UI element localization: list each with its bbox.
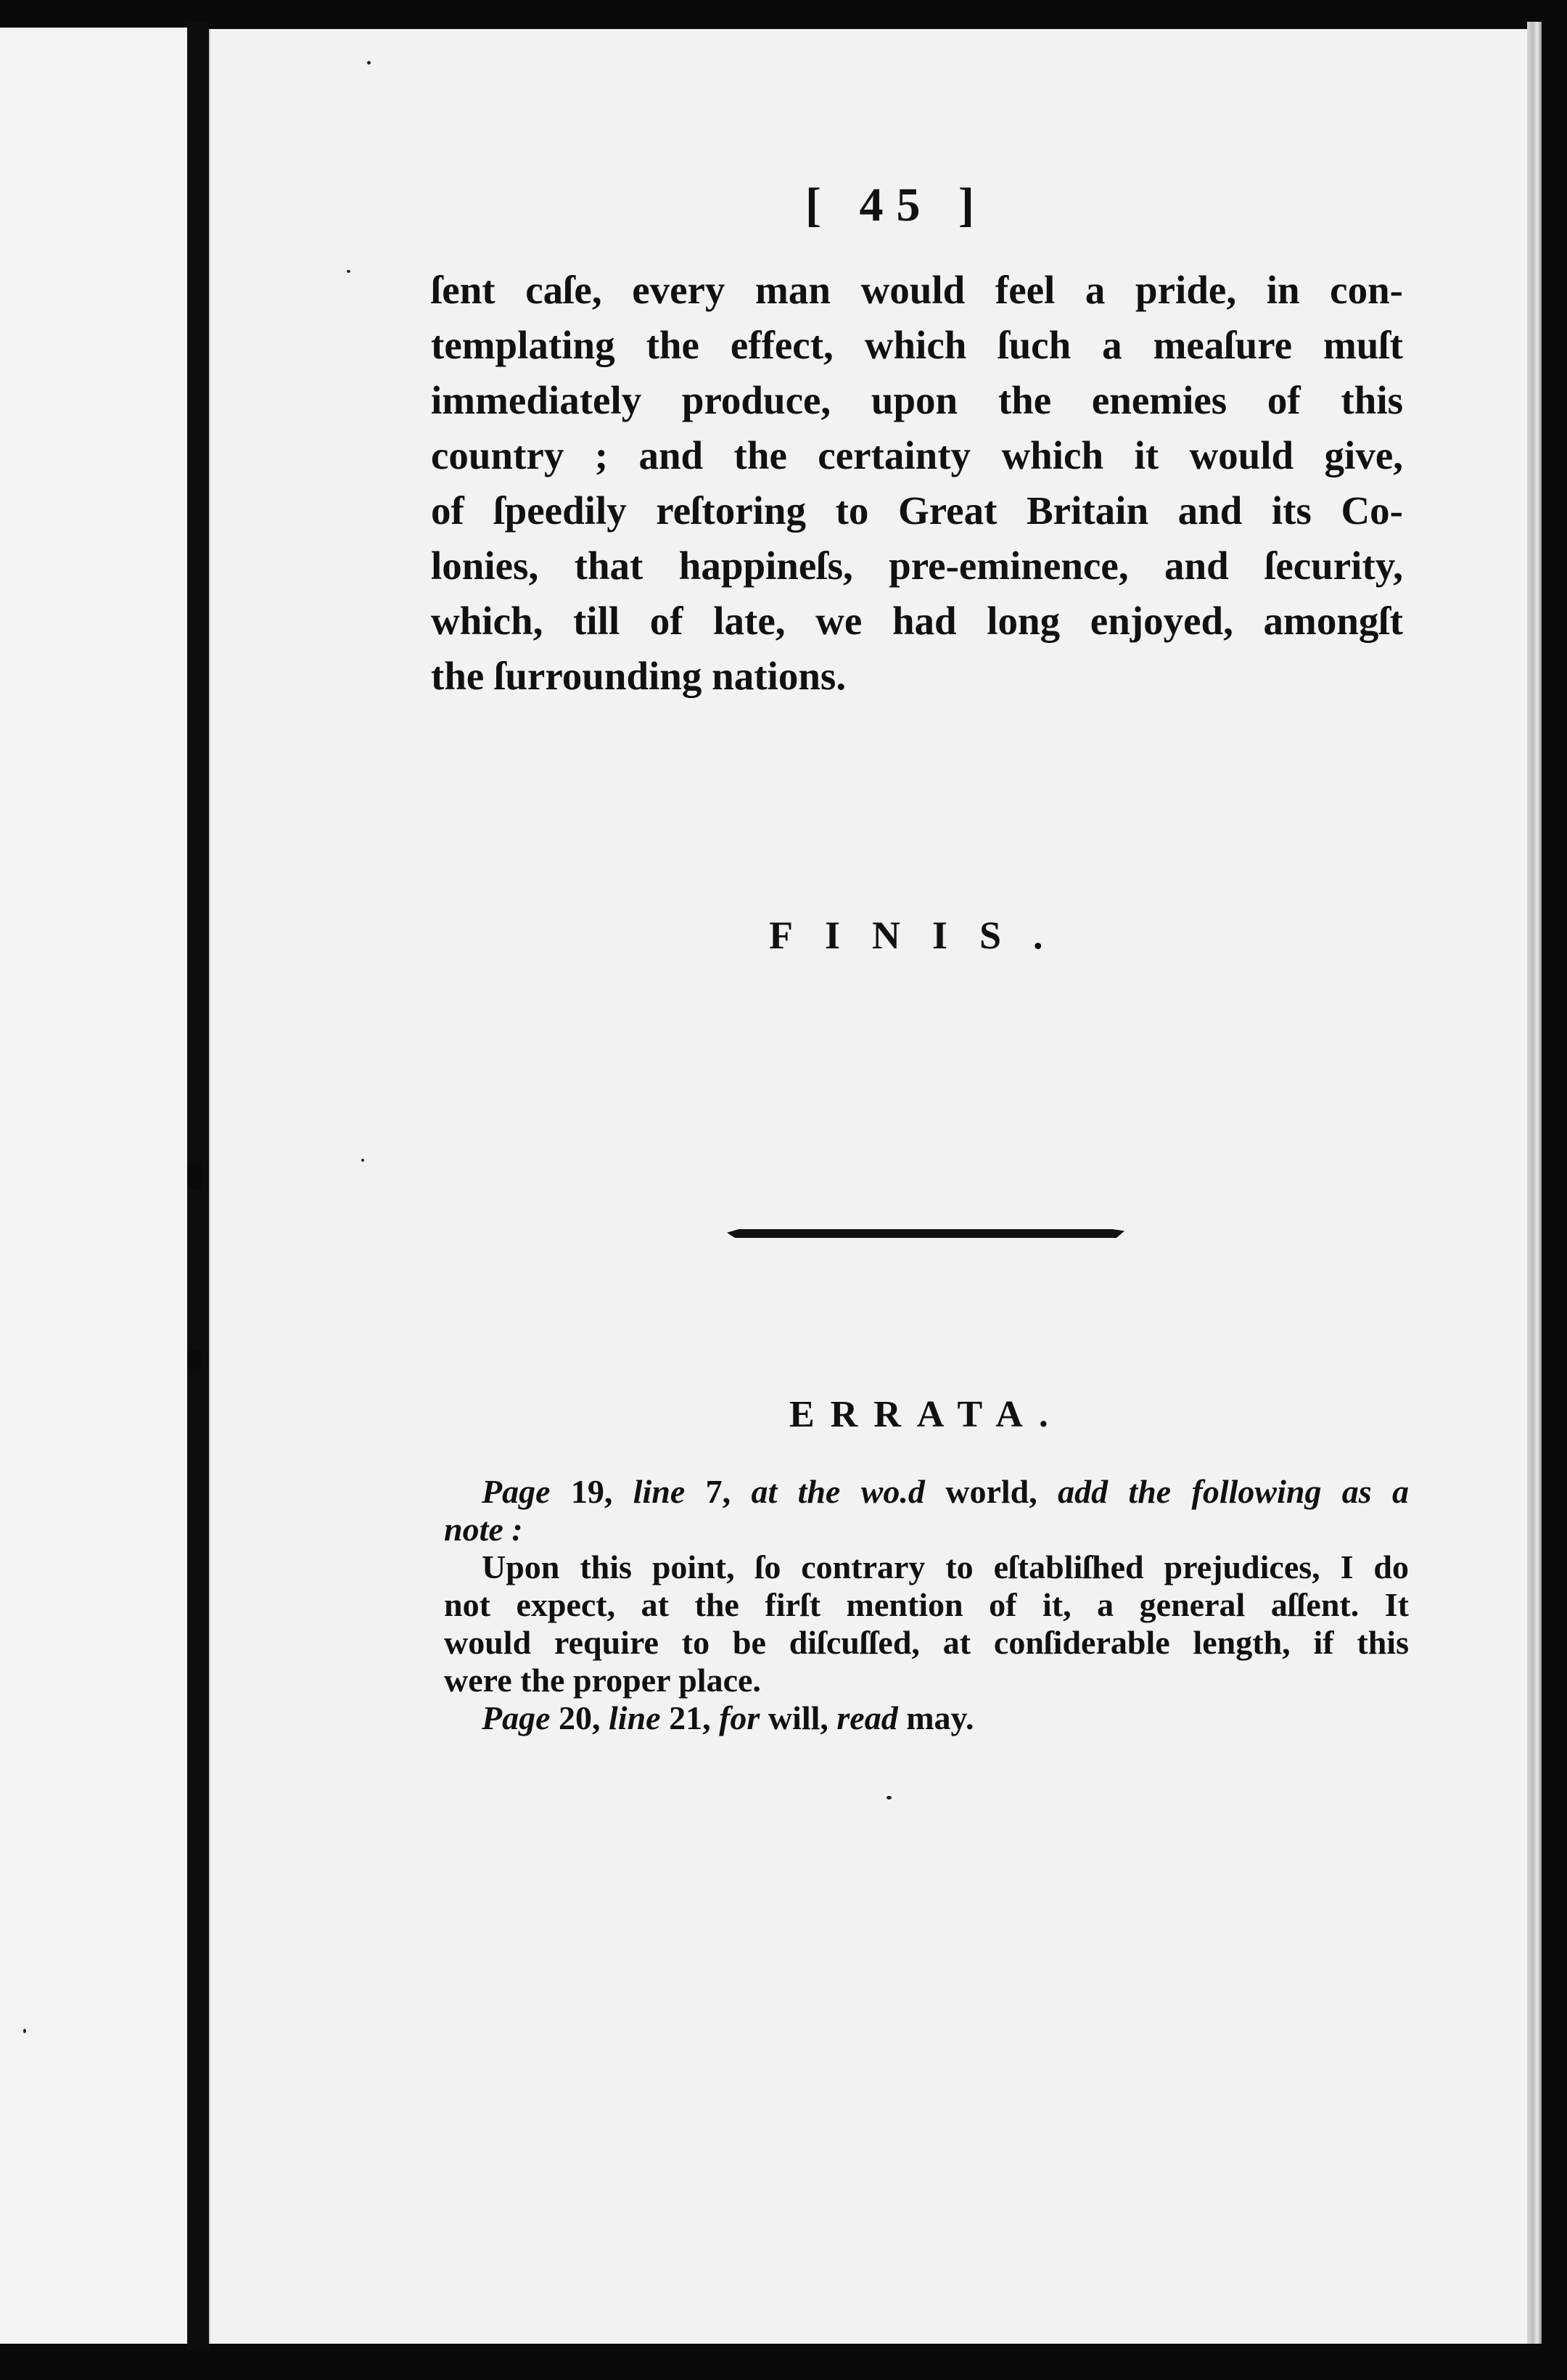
paper-speck [347,270,350,273]
word-label: wo.d [860,1473,925,1510]
errata-heading: ERRATA. [789,1394,1064,1435]
paper-speck [23,2029,26,2033]
page-label: Page [482,1699,551,1736]
page-number: [ 45 ] [805,178,987,231]
note-line: Upon this point, ſo contrary to eſtabliſhed prejudices, I do [482,1548,1409,1585]
paper-speck [361,1159,364,1162]
page-edge [1527,22,1542,2344]
line-label: line [609,1699,661,1736]
left-page-margin [0,28,187,2344]
line-num: 21, [669,1699,711,1736]
page-label: Page [482,1473,551,1510]
body-line: which, till of late, we had long enjoyed, amongſt [431,599,1403,643]
errata-entry-1 [444,1473,1409,1511]
paper-speck [367,61,371,65]
for-label: for [719,1699,760,1736]
body-line: country ; and the certainty which it would give, [431,433,1403,477]
line-num: 7, [705,1473,731,1510]
errata-list [444,1473,1409,1737]
body-line: the ſurrounding nations. [431,654,847,698]
instruction-cont: note : [444,1511,523,1548]
read-word: may. [906,1699,974,1736]
at-the: at the [751,1473,841,1510]
body-line: immediately produce, upon the enemies of this [431,378,1403,422]
for-word: will, [768,1699,828,1736]
errata-entry-2 [444,1699,1409,1737]
body-line: lonies, that happineſs, pre-eminence, and ſecurity, [431,543,1403,588]
body-line: of ſpeedily reſtoring to Great Britain and its Co- [431,488,1403,533]
body-line: ſent caſe, every man would feel a pride, in con- [431,268,1403,312]
finis-heading: FINIS. [769,914,1075,957]
read-label: read [836,1699,898,1736]
paper-speck [887,1796,892,1800]
page-num: 20, [559,1699,601,1736]
body-line: templating the effect, which ſuch a meaſure muſt [431,323,1403,367]
line-label: line [633,1473,686,1510]
note-line: were the proper place. [444,1662,761,1699]
body-paragraph [431,263,1403,704]
scan-border [1542,0,1567,2380]
note-line: not expect, at the firſt mention of it, a general aſſent. It [444,1586,1409,1623]
page-num: 19, [570,1473,613,1510]
decorative-rule [727,1229,1124,1238]
instruction: add the following as a [1058,1473,1410,1510]
note-line: would require to be diſcuſſed, at conſiderable length, if this [444,1624,1409,1661]
target-word: world, [945,1473,1037,1510]
gutter-notch [187,1350,202,1371]
gutter-notch [187,1161,203,1190]
